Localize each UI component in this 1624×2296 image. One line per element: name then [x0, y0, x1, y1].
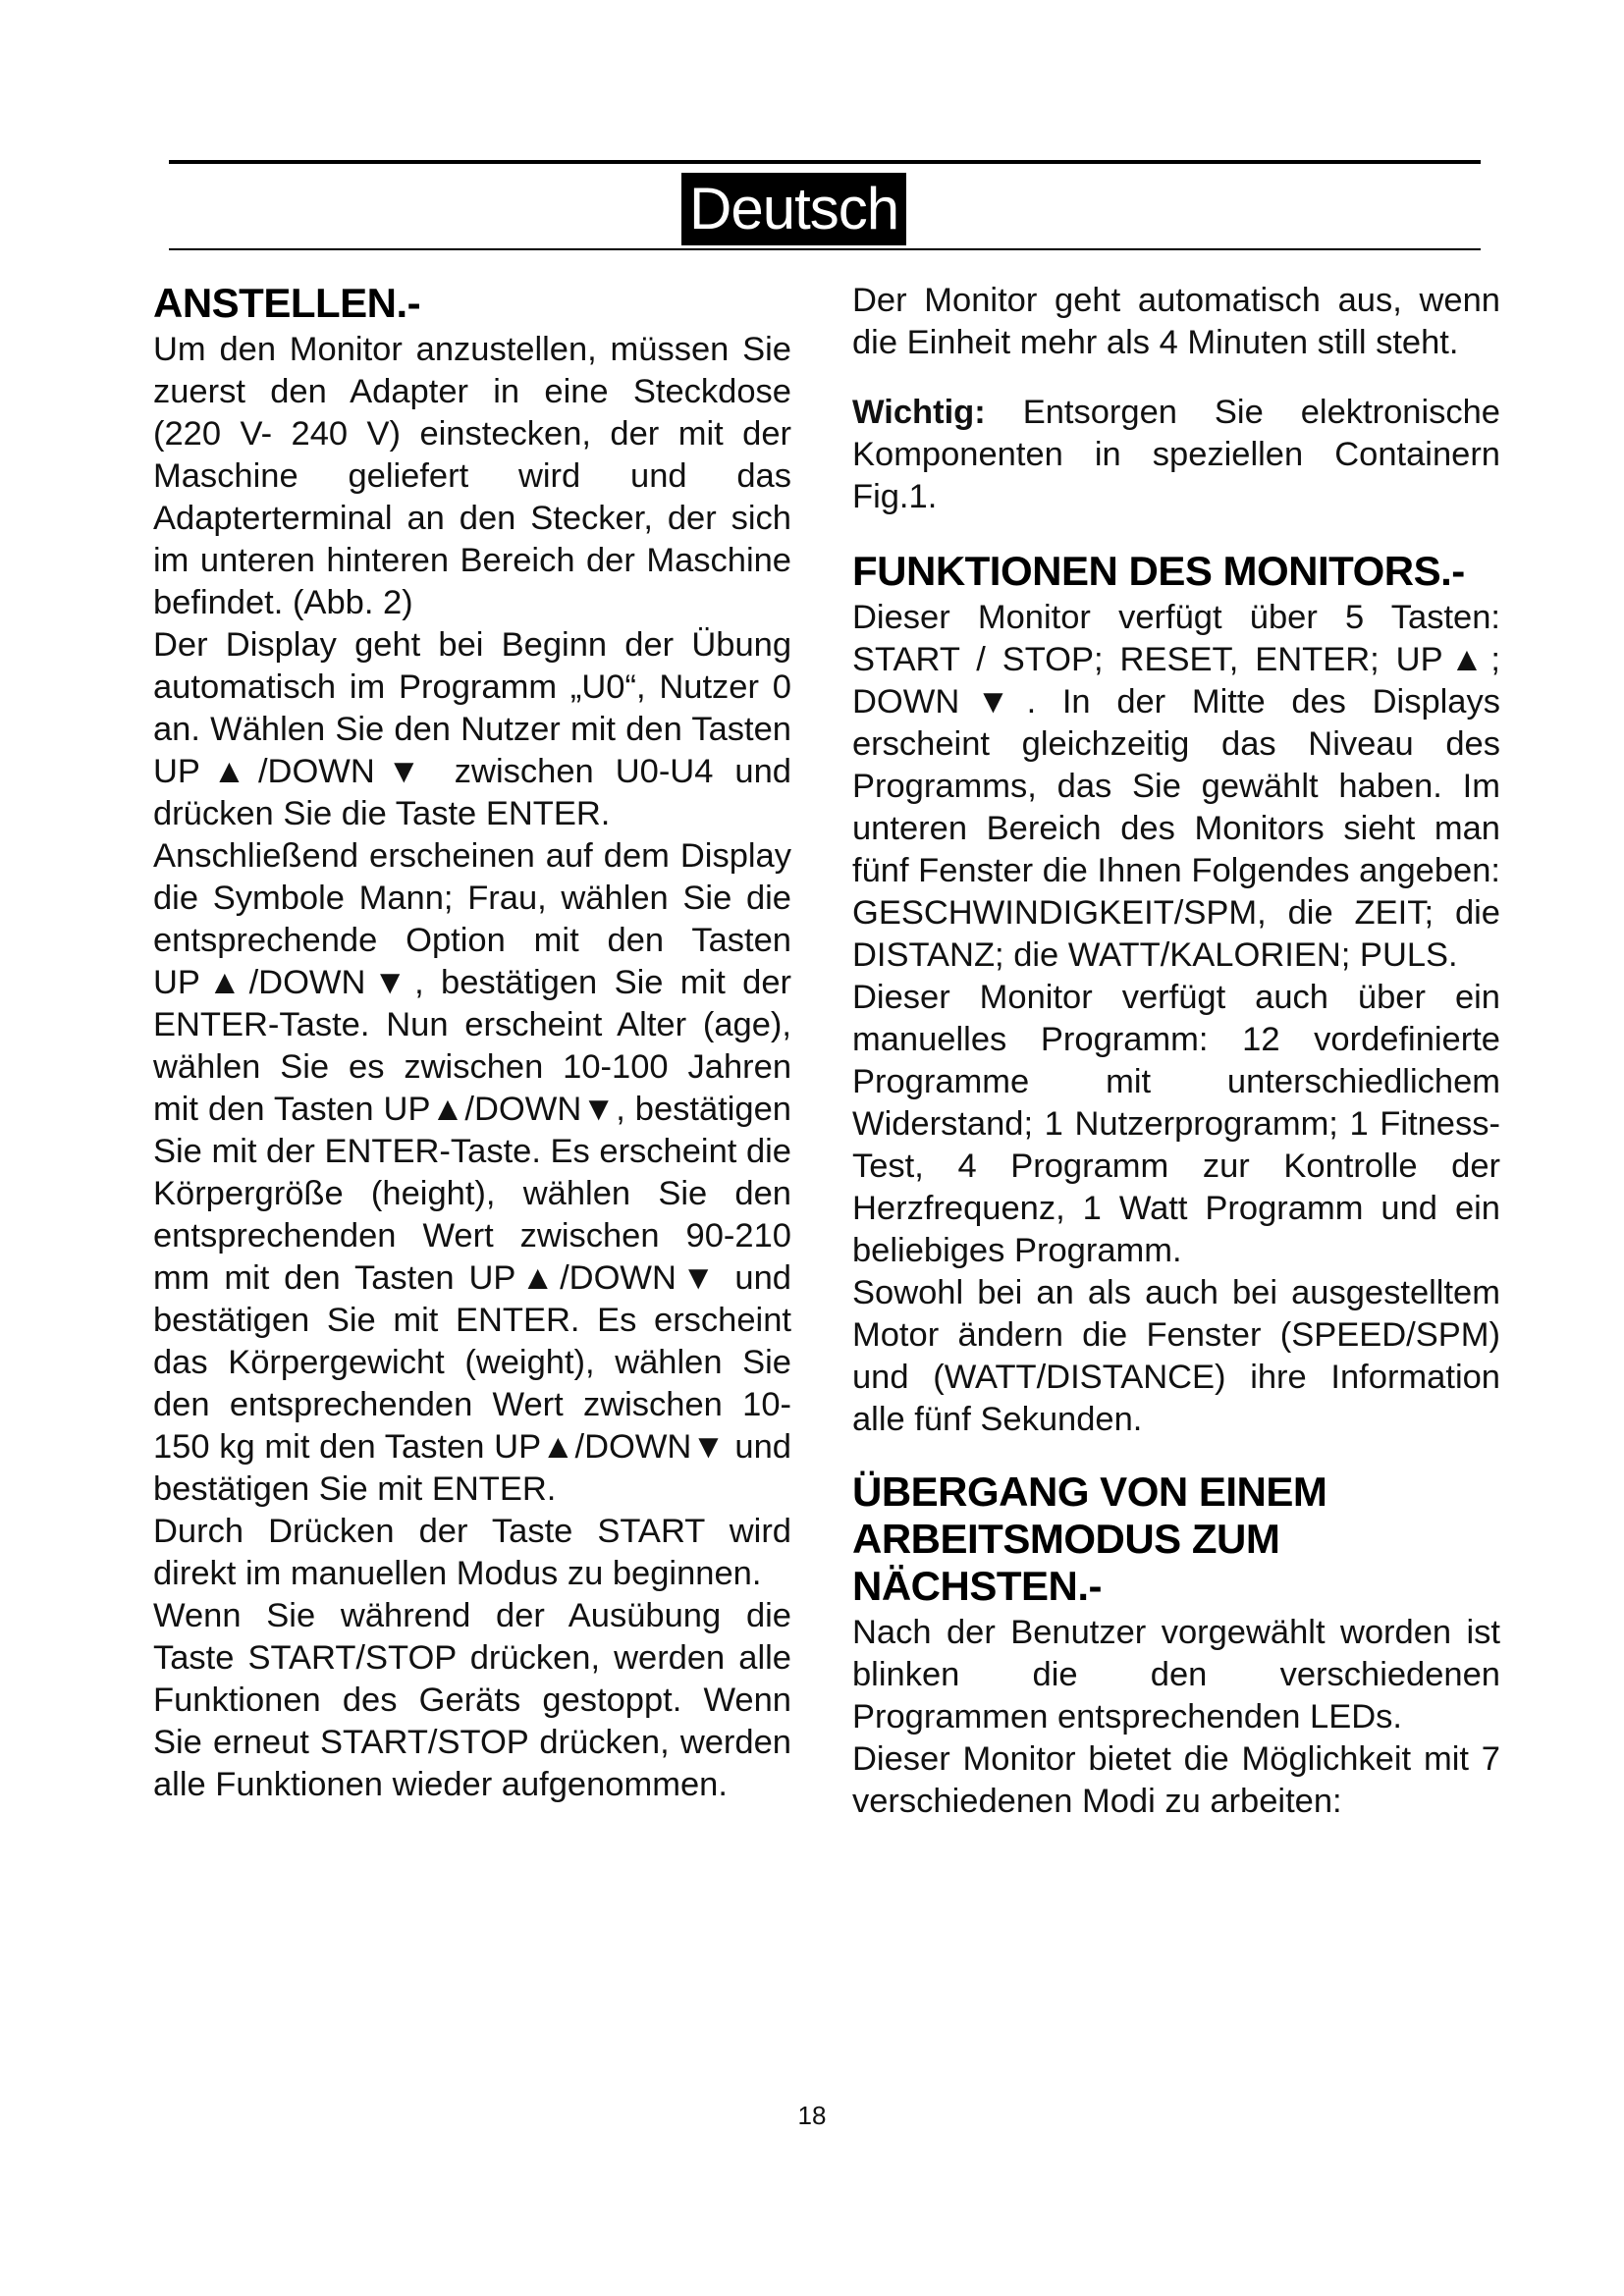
paragraph: Sowohl bei an als auch bei ausgestelltem Motor ändern die Fenster (SPEED/SPM) und (WATT/DISTANCE) ihre Information alle fünf Sekunden.	[852, 1274, 1500, 1438]
section-heading-uebergang: ÜBERGANG VON EINEM ARBEITSMODUS ZUM NÄCHSTEN.-	[852, 1468, 1327, 1609]
paragraph: Durch Drücken der Taste START wird direkt im manuellen Modus zu beginnen.	[153, 1513, 791, 1592]
paragraph: Der Display geht bei Beginn der Übung automatisch im Programm „U0“, Nutzer 0 an. Wählen Sie den Nutzer mit den Tasten UP▲/DOWN▼ zwischen U0-U4 und drücken Sie die Taste ENTER.	[153, 626, 791, 832]
paragraph: Wenn Sie während der Ausübung die Taste START/STOP drücken, werden alle Funktionen des Geräts gestoppt. Wenn Sie erneut START/STOP drücken, werden alle Funktionen wieder aufgenommen.	[153, 1597, 791, 1803]
important-label: Wichtig:	[852, 394, 986, 431]
spacer	[852, 364, 1500, 392]
left-column	[153, 280, 791, 1806]
paragraph: Dieser Monitor bietet die Möglichkeit mit 7 verschiedenen Modi zu arbeiten:	[852, 1740, 1500, 1820]
auto-off-paragraph: Der Monitor geht automatisch aus, wenn die Einheit mehr als 4 Minuten still steht.	[852, 282, 1500, 361]
important-text: Entsorgen Sie elektronische Komponenten in speziellen Containern Fig.1.	[852, 394, 1500, 515]
language-label: Deutsch	[681, 173, 906, 245]
section-heading-funktionen: FUNKTIONEN DES MONITORS.-	[852, 548, 1465, 594]
paragraph: Dieser Monitor verfügt über 5 Tasten: START / STOP; RESET, ENTER; UP▲; DOWN▼. In der Mitte des Displays erscheint gleichzeitig das Niveau des Programms, das Sie gewählt haben. Im unteren Bereich des Monitors sieht man fünf Fenster die Ihnen Folgendes angeben: GESCHWINDIGKEIT/SPM, die ZEIT; die DISTANZ; die WATT/KALORIEN; PULS.	[852, 599, 1500, 974]
page-number: 18	[797, 2101, 827, 2130]
paragraph: Anschließend erscheinen auf dem Display die Symbole Mann; Frau, wählen Sie die entsprechende Option mit den Tasten UP▲/DOWN▼, bestätigen Sie mit der ENTER-Taste. Nun erscheint Alter (age), wählen Sie es zwischen 10-100 Jahren mit den Tasten UP▲/DOWN▼, bestätigen Sie mit der ENTER-Taste. Es erscheint die Körpergröße (height), wählen Sie den entsprechenden Wert zwischen 90-210 mm mit den Tasten UP▲/DOWN▼ und bestätigen Sie mit ENTER. Es erscheint das Körpergewicht (weight), wählen Sie den entsprechenden Wert zwischen 10-150 kg mit den Tasten UP▲/DOWN▼ und bestätigen Sie mit ENTER.	[153, 837, 791, 1508]
section-heading-anstellen: ANSTELLEN.-	[153, 280, 421, 326]
important-note	[852, 392, 1500, 518]
paragraph: Dieser Monitor verfügt auch über ein manuelles Programm: 12 vordefinierte Programme mit unterschiedlichem Widerstand; 1 Nutzerprogramm; 1 Fitness-Test, 4 Programm zur Kontrolle der Herzfrequenz, 1 Watt Programm und ein beliebiges Programm.	[852, 979, 1500, 1269]
paragraph: Um den Monitor anzustellen, müssen Sie zuerst den Adapter in eine Steckdose (220 V- 240 V) einstecken, der mit der Maschine geliefert wird und das Adapterterminal an den Stecker, der sich im unteren hinteren Bereich der Maschine befindet. (Abb. 2)	[153, 331, 791, 621]
paragraph: Nach der Benutzer vorgewählt worden ist blinken die den verschiedenen Programmen entsprechenden LEDs.	[852, 1614, 1500, 1735]
header-rule-bottom	[169, 248, 1481, 250]
header-rule-top	[169, 160, 1481, 164]
right-column	[852, 280, 1500, 1823]
